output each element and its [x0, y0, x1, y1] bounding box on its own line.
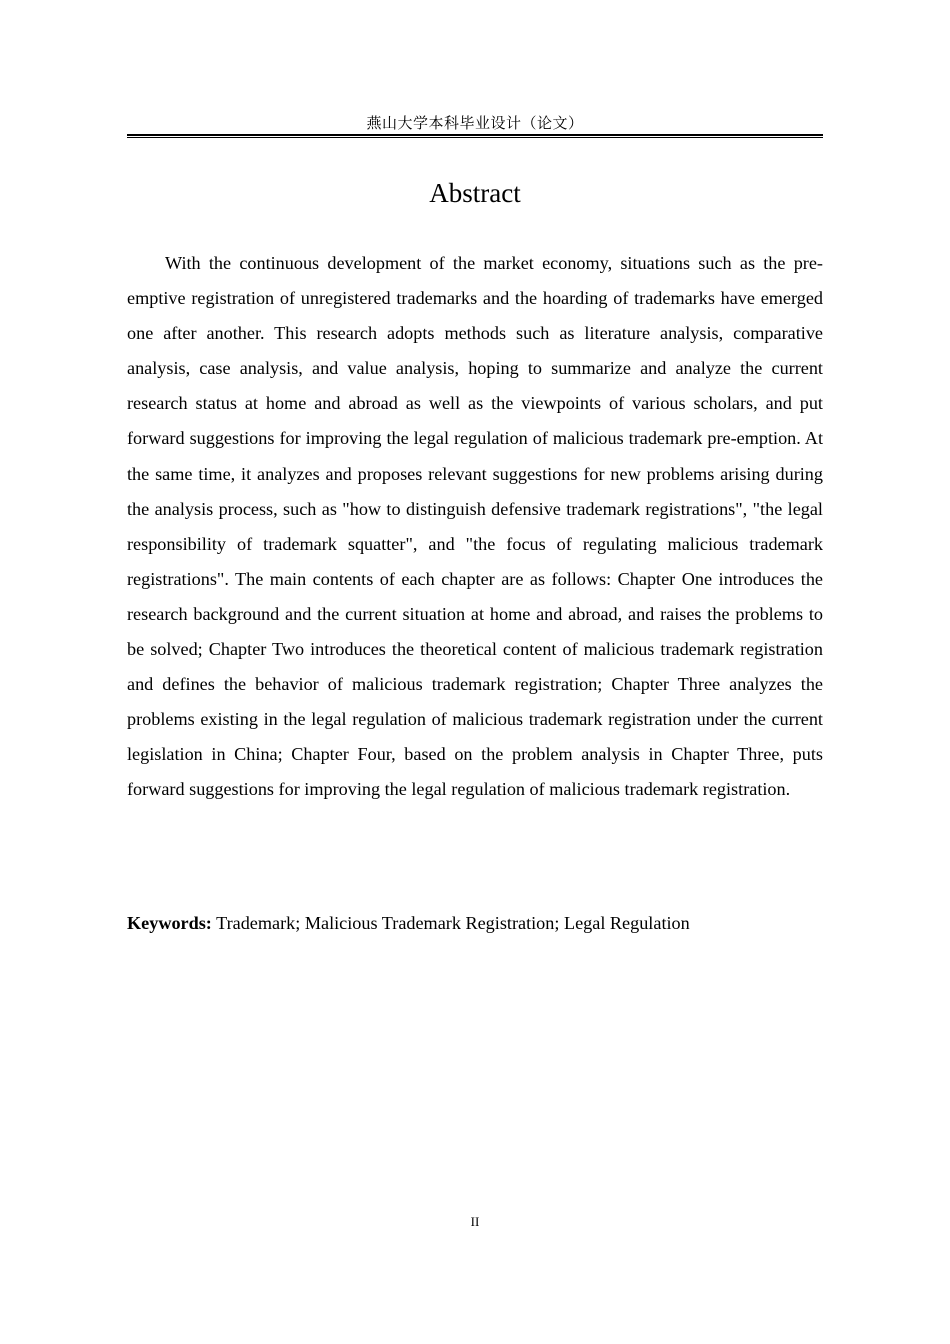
abstract-heading: Abstract — [429, 178, 521, 208]
abstract-body: With the continuous development of the market economy, situations such as the pre-emptive registration of unregistered trademarks and the hoarding of trademarks have emerged one after another. This research adopts methods such as literature analysis, comparative analysis, case analysis, and value analysis, hoping to summarize and analyze the current research status at home and abroad as well as the viewpoints of various scholars, and put forward suggestions for improving the legal regulation of malicious trademark pre-emption. At the same time, it analyzes and proposes relevant suggestions for new problems arising during the analysis process, such as "how to distinguish defensive trademark registrations", "the legal responsibility of trademark squatter", and "the focus of regulating malicious trademark registrations". The main contents of each chapter are as follows: Chapter One introduces the research background and the current situation at home and abroad, and raises the problems to be solved; Chapter Two introduces the theoretical content of malicious trademark registration and defines the behavior of malicious trademark registration; Chapter Three analyzes the problems existing in the legal regulation of malicious trademark registration under the current legislation in China; Chapter Four, based on the problem analysis in Chapter Three, puts forward suggestions for improving the legal regulation of malicious trademark registration. — [127, 253, 823, 800]
keywords-line — [127, 908, 823, 938]
page-header-title: 燕山大学本科毕业设计（论文） — [366, 114, 584, 132]
header-rule-thin — [127, 137, 823, 138]
page-number: II — [470, 1214, 480, 1229]
header-rule-thick — [127, 134, 823, 136]
keywords-label: Keywords: — [127, 913, 212, 933]
keywords-text: Trademark; Malicious Trademark Registration; Legal Regulation — [216, 913, 690, 933]
